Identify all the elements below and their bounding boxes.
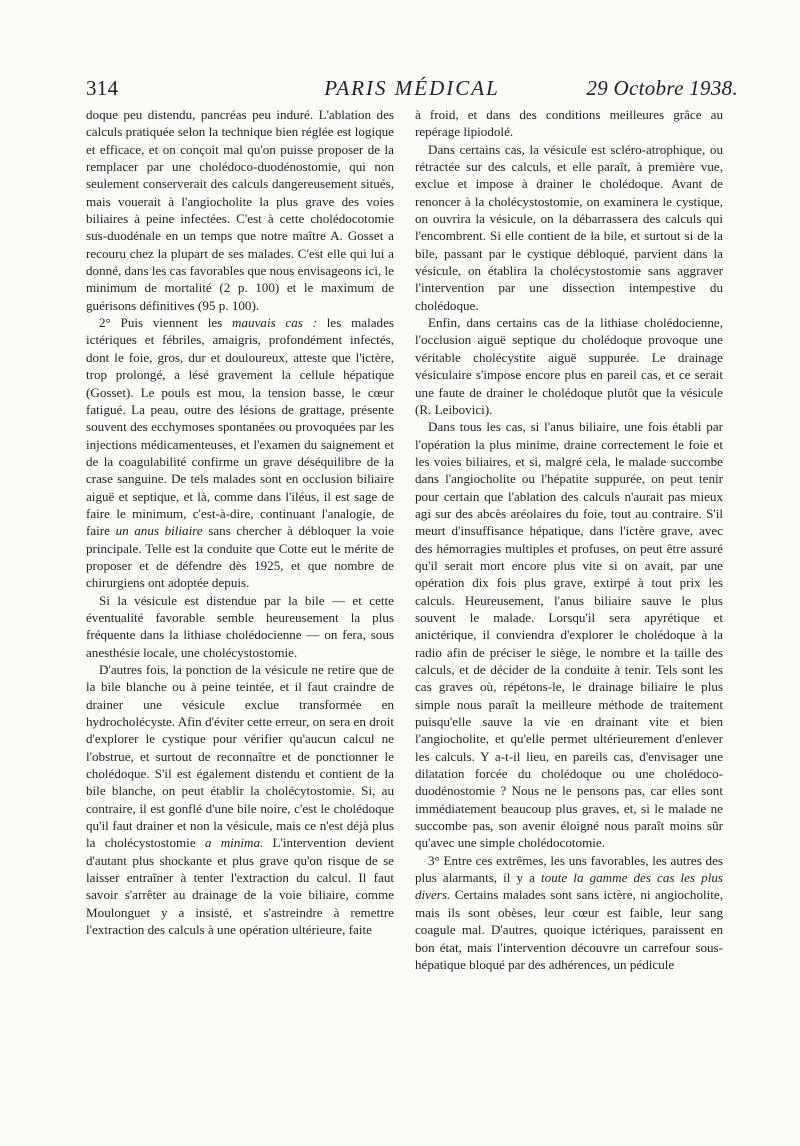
emphasis: toute la gamme des cas les plus divers. [415, 870, 723, 903]
page-number: 314 [86, 76, 119, 100]
right-column [415, 106, 723, 1096]
paragraph: Si la vésicule est distendue par la bile — et cette éventualité favorable semble heureusement la plus fréquente dans la lithiase cholédocienne — on fera, sous anesthésie locale, une cholécystostomie. [86, 592, 394, 660]
paragraph: Dans tous les cas, si l'anus biliaire, une fois établi par l'opération la plus minime, draine correctement le foie et les voies biliaires, et si, malgré cela, le malade succombe dans l'angiocholite ou l'hépatite suppurée, on peut tenir pour certain que l'ablation des calculs n'aurait pas mieux agi sur des abcès aréolaires du foie, tout au contraire. S'il meurt d'insuffisance hépatique, dans l'ictère grave, avec des hémorragies multiples et profuses, on peut être assuré qu'il serait mort encore plus vite si on avait, par une opération dix fois plus grave, extirpé à tout prix les calculs. Heureusement, l'anus biliaire sauve le plus souvent le malade. Lorsqu'il sera apyrétique et anictérique, il conviendra d'explorer le cholédoque à la radio afin de préciser le siège, le nombre et la taille des calculs, et de décider de la conduite à tenir. Tels sont les cas graves où, répétons-le, le drainage biliaire le plus simple nous paraît la meilleure méthode de traitement puisqu'elle sauve la vie en drainant vite et bien l'angiocholite, et qu'elle permet ultérieurement d'enlever les calculs. Y a-t-il lieu, en pareils cas, d'envisager une dilatation forcée du cholédoque ou une cholédoco-duodénostomie ? Nous ne le pensons pas, car elles sont immédiatement beaucoup plus graves, et, si le malade ne succombe pas, son avenir éloigné nous paraît moins sûr qu'avec une simple cholédocotomie. [415, 419, 723, 851]
paragraph: D'autres fois, la ponction de la vésicule ne retire que de la bile blanche ou à peine teintée, et il faut craindre de drainer une vésicule exclue transformée en hydrocholécyste. Afin d'éviter cette erreur, on sera en droit d'explorer le cystique pour vérifier qu'aucun calcul ne l'obstrue, et surtout de reconnaître et de ponctionner le cholédoque. S'il est également distendu et contient de la bile blanche, on peut établir la cholécytostomie. Si, au contraire, il est gonflé d'une bile noire, c'est le cholédoque qu'il faut drainer et non la vésicule, mais ce n'est déjà plus la cholécystostomie a minima. L'intervention devient d'autant plus shockante et plus grave qu'on risque de se laisser entraîner à tenter l'extraction du calcul. Il faut savoir s'arrêter au drainage de la voie biliaire, comme Moulonguet y a insisté, et s'astreindre à remettre l'extraction des calculs à une opération ultérieure, faite [86, 662, 394, 938]
page-header [86, 70, 738, 110]
emphasis: a minima. [204, 835, 264, 851]
paragraph: Dans certains cas, la vésicule est scléro-atrophique, ou rétractée sur des calculs, et elle paraît, à première vue, exclue et impose à drainer le cholédoque. Avant de renoncer à la cholécystostomie, on examinera le cystique, on ouvrira la vésicule, on la débarrassera des calculs qui l'encombrent. Si elle contient de la bile, et surtout si de la bile, passant par le cystique débloqué, parvient dans la vésicule, on établira la cholécystostomie sans aggraver l'intervention par une dissection intempestive du cholédoque. [415, 141, 723, 313]
paragraph: doque peu distendu, pancréas peu induré. L'ablation des calculs pratiquée selon la technique bien réglée est logique et efficace, et on conçoit mal qu'on puisse proposer de la remplacer par une cholédoco-duodénostomie, qui non seulement conserverait des calculs dangereusement situés, mais vouerait à l'angiocholite la plus grave des voies biliaires à peine infectées. C'est à cette cholédocotomie sus-duodénale en un temps que notre maître A. Gosset a recouru chez la plupart de ses malades. C'est elle qui lui a donné, dans les cas favorables que nous envisageons ici, le minimum de mortalité (2 p. 100) et le maximum de guérisons définitives (95 p. 100). [86, 107, 394, 313]
issue-date: 29 Octobre 1938. [586, 76, 738, 100]
journal-title: PARIS MÉDICAL [324, 76, 500, 100]
paragraph: 3° Entre ces extrêmes, les uns favorables, les autres des plus alarmants, il y a toute la gamme des cas les plus divers. Certains malades sont sans ictère, ni angiocholite, mais ils sont obèses, leur cœur est faible, leur sang coagule mal. D'autres, quoique ictériques, paraissent en bon état, mais l'intervention découvre un carrefour sous-hépatique bloqué par des adhérences, un pédicule [415, 852, 723, 972]
paragraph: 2° Puis viennent les mauvais cas : les malades ictériques et fébriles, amaigris, profondément infectés, dont le foie, gros, dur et douloureux, atteste que l'ictère, trop prolongé, a lésé gravement la cellule hépatique (Gosset). Le pouls est mou, la tension basse, le cœur fatigué. La peau, outre des lésions de grattage, présente souvent des ecchymoses spontanées ou provoquées par les injections médicamenteuses, et l'examen du saignement et de la coagulabilité confirme un grave déséquilibre de la crase sanguine. De tels malades sont en occlusion biliaire aiguë et septique, et là, comme dans l'iléus, il est sage de faire le minimum, c'est-à-dire, continuant l'analogie, de faire un anus biliaire sans chercher à débloquer la voie principale. Telle est la conduite que Cotte eut le mérite de proposer et de défendre dès 1925, et que nombre de chirurgiens ont adoptée depuis. [86, 315, 394, 591]
paragraph: à froid, et dans des conditions meilleures grâce au repérage lipiodolé. [415, 107, 723, 140]
left-column [86, 106, 394, 1096]
emphasis: mauvais cas : [232, 315, 318, 331]
paragraph: Enfin, dans certains cas de la lithiase cholédocienne, l'occlusion aiguë septique du cholédoque provoque une véritable cholécystite aiguë suppurée. Le drainage vésiculaire s'impose encore plus en pareil cas, et ce serait une faute de drainer le cholédoque plutôt que la vésicule (R. Leibovici). [415, 315, 723, 417]
emphasis: un anus biliaire [115, 523, 203, 539]
